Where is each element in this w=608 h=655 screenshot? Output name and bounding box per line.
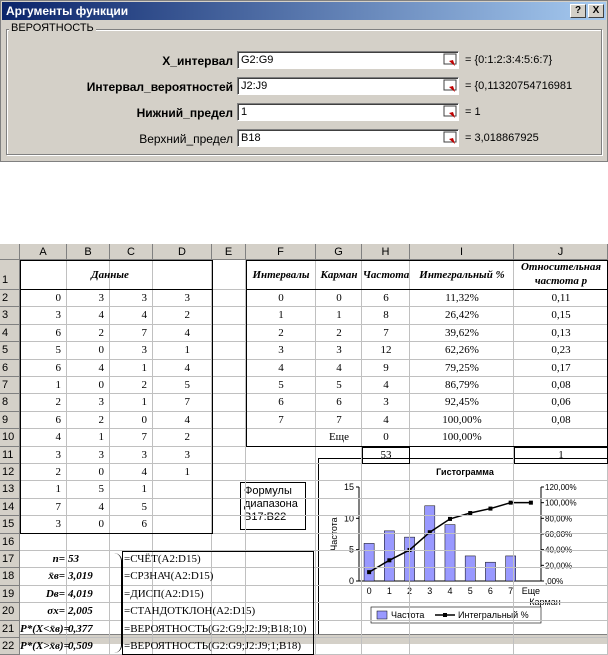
data-value: 7 <box>141 326 147 339</box>
data-value: 2 <box>98 413 104 426</box>
callout-line: Формулы <box>244 485 292 497</box>
cell[interactable] <box>362 499 410 516</box>
cell[interactable] <box>362 516 410 533</box>
cell[interactable] <box>514 638 608 655</box>
stat-value: 3,019 <box>68 570 93 583</box>
cell[interactable] <box>514 464 608 481</box>
header-relative-2: частота p <box>534 275 588 287</box>
header-intervals: Интервалы <box>252 269 310 281</box>
table-value: 92,45% <box>445 396 479 409</box>
cell[interactable] <box>316 447 362 464</box>
stat-value: 53 <box>68 553 79 565</box>
arg-result-upper-limit: = 3,018867925 <box>465 132 539 144</box>
table-value: 11,32% <box>445 292 479 304</box>
cell[interactable] <box>316 481 362 498</box>
stat-formula: =СЧЁТ(A2:D15) <box>124 553 201 565</box>
data-value: 4 <box>184 361 190 374</box>
row-header-7[interactable]: 7 <box>0 377 20 394</box>
data-value: 6 <box>141 518 147 531</box>
table-value: 0 <box>383 431 389 444</box>
table-value: 0 <box>278 292 284 304</box>
cell[interactable] <box>410 499 514 516</box>
y2-tick-label: 100,00% <box>545 498 577 508</box>
legend-label-frequency: Частота <box>391 610 425 620</box>
table-value: 26,42% <box>445 309 479 322</box>
cell[interactable] <box>410 551 514 568</box>
data-value: 4 <box>98 361 104 374</box>
data-value: 3 <box>98 396 104 409</box>
cell[interactable] <box>316 568 362 585</box>
cell[interactable] <box>212 260 246 290</box>
table-value: 2 <box>336 326 342 339</box>
row-header-11[interactable]: 11 <box>0 447 20 464</box>
x-tick-label: 4 <box>447 586 453 596</box>
cell[interactable] <box>514 603 608 620</box>
y2-tick-label: 40,00% <box>545 545 573 555</box>
data-value: 3 <box>55 309 61 322</box>
cell[interactable] <box>212 499 246 516</box>
cell[interactable] <box>316 499 362 516</box>
cell[interactable] <box>410 621 514 638</box>
header-bin: Карман <box>320 269 358 281</box>
cell[interactable] <box>410 464 514 481</box>
dialog-titlebar <box>2 2 606 20</box>
cell[interactable] <box>212 516 246 533</box>
table-value: 0,11 <box>551 292 571 304</box>
cell[interactable] <box>212 377 246 394</box>
function-name: ВЕРОЯТНОСТЬ <box>11 22 94 34</box>
table-value: 7 <box>278 413 284 426</box>
data-value: 2 <box>55 466 61 478</box>
table-value: 100,00% <box>442 413 482 426</box>
row-header-20[interactable]: 20 <box>0 603 20 620</box>
column-header-f[interactable]: F <box>246 244 316 260</box>
header-relative-1: Относительная <box>520 261 602 273</box>
table-value: 6 <box>383 292 389 304</box>
formula-brace <box>112 553 122 653</box>
stat-label: x̄в= <box>48 570 65 583</box>
total-relative: 1 <box>558 448 564 461</box>
data-value: 3 <box>184 448 190 461</box>
column-header-h[interactable]: H <box>362 244 410 260</box>
row-header-4[interactable]: 4 <box>0 325 20 342</box>
row-header-17[interactable]: 17 <box>0 551 20 568</box>
chart-title: Гистограмма <box>436 467 494 477</box>
cell[interactable] <box>246 499 316 516</box>
data-value: 0 <box>141 413 147 426</box>
data-value: 3 <box>184 292 190 304</box>
table-value: 7 <box>336 413 342 426</box>
cell[interactable] <box>362 621 410 638</box>
table-value: 6 <box>336 396 342 409</box>
cell[interactable] <box>362 481 410 498</box>
select-all-corner[interactable] <box>0 244 20 260</box>
table-value: 3 <box>383 396 389 409</box>
column-header-c[interactable]: C <box>110 244 153 260</box>
x-tick-label: 2 <box>407 586 413 596</box>
close-button[interactable]: X <box>588 4 604 18</box>
cell[interactable] <box>410 603 514 620</box>
stat-value: 0,377 <box>68 622 93 635</box>
cell[interactable] <box>316 621 362 638</box>
data-value: 4 <box>98 500 104 513</box>
data-value: 0 <box>98 518 104 531</box>
row-header-6[interactable]: 6 <box>0 360 20 377</box>
row-header-15[interactable]: 15 <box>0 516 20 533</box>
data-value: 7 <box>184 396 190 409</box>
table-value: 86,79% <box>445 379 479 391</box>
data-value: 6 <box>55 413 61 426</box>
cell[interactable] <box>212 429 246 446</box>
x-tick-label: 1 <box>386 586 392 596</box>
data-value: 6 <box>55 361 61 374</box>
row-header-19[interactable]: 19 <box>0 586 20 603</box>
data-header: Данные <box>91 269 129 281</box>
data-value: 3 <box>55 518 61 531</box>
stat-formula: =СРЗНАЧ(A2:D15) <box>124 570 214 583</box>
x-tick-label: Еще <box>521 586 541 596</box>
cell[interactable] <box>316 638 362 655</box>
data-value: 4 <box>141 466 147 478</box>
data-value: 3 <box>55 448 61 461</box>
table-value: 0,08 <box>551 413 571 426</box>
cell[interactable] <box>67 534 110 551</box>
row-header-8[interactable]: 8 <box>0 394 20 411</box>
data-value: 3 <box>141 292 147 304</box>
table-value: 7 <box>383 326 389 339</box>
x-tick-label: 0 <box>366 586 372 596</box>
table-value: 100,00% <box>442 431 482 444</box>
cell[interactable] <box>362 534 410 551</box>
cell[interactable] <box>20 534 67 551</box>
table-value: 0,06 <box>551 396 571 409</box>
row-header-2[interactable]: 2 <box>0 290 20 307</box>
cell[interactable] <box>316 534 362 551</box>
stat-formula: =ВЕРОЯТНОСТЬ(G2:G9;J2:J9;B18;10) <box>124 622 307 635</box>
table-value: 5 <box>278 379 284 391</box>
cell[interactable] <box>212 325 246 342</box>
data-value: 1 <box>184 466 190 478</box>
arg-input-probability-range[interactable] <box>237 77 459 95</box>
arg-input-x-interval[interactable] <box>237 51 459 69</box>
data-value: 4 <box>184 413 190 426</box>
cell[interactable] <box>212 290 246 307</box>
table-value: 4 <box>383 379 389 391</box>
arg-label-x-interval: X_интервал <box>162 54 233 68</box>
help-button[interactable]: ? <box>570 4 586 18</box>
y-tick-label: 0 <box>348 576 354 586</box>
cell[interactable] <box>246 447 316 464</box>
data-value: 1 <box>55 483 61 496</box>
row-header-16[interactable]: 16 <box>0 534 20 551</box>
cell[interactable] <box>410 481 514 498</box>
y-tick-label: 15 <box>343 482 354 492</box>
cell[interactable] <box>410 516 514 533</box>
cell[interactable] <box>212 360 246 377</box>
table-value: 6 <box>278 396 284 409</box>
data-header-border <box>20 260 213 290</box>
data-value: 2 <box>98 326 104 339</box>
data-value: 1 <box>141 396 147 409</box>
table-value: 3 <box>278 344 284 357</box>
row-header-14[interactable]: 14 <box>0 499 20 516</box>
data-value: 3 <box>98 448 104 461</box>
legend-label-cumulative: Интегральный % <box>458 610 529 620</box>
stat-formula: =СТАНДОТКЛОН(A2:D15) <box>124 605 256 618</box>
arg-result-x-interval: = {0:1:2:3:4:5:6:7} <box>465 54 553 66</box>
cell[interactable] <box>316 551 362 568</box>
y2-tick-label: 20,00% <box>545 561 573 571</box>
table-value: 39,62% <box>445 326 479 339</box>
column-header-b[interactable]: B <box>67 244 110 260</box>
stat-formula: =ДИСП(A2:D15) <box>124 587 204 600</box>
row-header-18[interactable]: 18 <box>0 568 20 585</box>
cell[interactable] <box>410 638 514 655</box>
cell[interactable] <box>410 447 514 464</box>
column-header-a[interactable]: A <box>20 244 67 260</box>
cell[interactable] <box>212 447 246 464</box>
data-value: 4 <box>141 309 147 322</box>
table-value: 62,26% <box>445 344 479 357</box>
cell[interactable] <box>246 464 316 481</box>
data-value: 1 <box>141 483 147 496</box>
cell[interactable] <box>362 603 410 620</box>
cell[interactable] <box>410 534 514 551</box>
function-arguments-dialog <box>0 0 608 162</box>
collapse-dialog-icon[interactable] <box>443 104 459 120</box>
table-value: 9 <box>383 361 389 374</box>
arg-label-probability-range: Интервал_вероятностей <box>86 80 233 94</box>
stat-label: σx= <box>47 605 65 618</box>
table-value: 1 <box>336 309 342 322</box>
table-value: 0,08 <box>551 379 571 391</box>
data-value: 1 <box>184 344 190 357</box>
table-value: 4 <box>336 361 342 374</box>
x-axis-label: Карман <box>529 597 561 607</box>
cell[interactable] <box>316 464 362 481</box>
y2-tick-label: ,00% <box>545 577 564 586</box>
table-value: Еще <box>328 431 350 444</box>
table-value: 5 <box>336 379 342 391</box>
data-value: 5 <box>55 344 61 357</box>
table-value: 4 <box>278 361 284 374</box>
arg-result-lower-limit: = 1 <box>465 106 481 118</box>
y2-tick-label: 60,00% <box>545 530 573 539</box>
cell[interactable] <box>212 412 246 429</box>
row-header-13[interactable]: 13 <box>0 481 20 498</box>
data-value: 5 <box>141 500 147 513</box>
table-value: 1 <box>278 309 284 322</box>
data-value: 1 <box>55 379 61 391</box>
y-tick-label: 5 <box>348 544 354 555</box>
cell[interactable] <box>153 534 212 551</box>
total-frequency: 53 <box>380 448 392 461</box>
y2-tick-label: 120,00% <box>545 483 577 492</box>
arg-label-lower-limit: Нижний_предел <box>136 106 233 120</box>
column-header-e[interactable]: E <box>212 244 246 260</box>
cell[interactable] <box>362 551 410 568</box>
table-value: 79,25% <box>445 361 479 374</box>
cell[interactable] <box>514 621 608 638</box>
column-header-i[interactable]: I <box>410 244 514 260</box>
row-header-22[interactable]: 22 <box>0 638 20 655</box>
cell[interactable] <box>212 394 246 411</box>
callout-line: B17:B22 <box>244 511 287 523</box>
data-value: 1 <box>98 431 104 444</box>
data-value: 2 <box>184 309 190 322</box>
data-value: 6 <box>55 326 61 339</box>
row-header-5[interactable]: 5 <box>0 342 20 359</box>
stat-label: n= <box>52 553 65 565</box>
data-value: 0 <box>98 344 104 357</box>
collapse-dialog-icon[interactable] <box>443 78 459 94</box>
header-frequency: Частота <box>362 269 410 281</box>
cell[interactable] <box>514 481 608 498</box>
stat-value: 2,005 <box>68 605 93 618</box>
x-tick-label: 3 <box>427 586 433 596</box>
x-tick-label: 6 <box>487 586 493 596</box>
data-value: 7 <box>55 500 61 513</box>
row-header-3[interactable]: 3 <box>0 307 20 324</box>
table-value: 8 <box>383 309 389 322</box>
row-header-21[interactable]: 21 <box>0 621 20 638</box>
cell[interactable] <box>212 307 246 324</box>
data-value: 5 <box>98 483 104 496</box>
data-value: 0 <box>98 466 104 478</box>
y-tick-label: 10 <box>343 513 354 524</box>
stat-label: P*(X>x̄в)= <box>20 640 70 652</box>
table-value: 0,23 <box>551 344 571 357</box>
cell[interactable] <box>246 481 316 498</box>
data-value: 1 <box>141 361 147 374</box>
formula-block-border <box>122 551 314 655</box>
data-value: 4 <box>55 431 61 444</box>
data-value: 4 <box>184 326 190 339</box>
data-value: 3 <box>98 292 104 304</box>
y2-tick-label: 80,00% <box>545 514 573 524</box>
callout-line: диапазона <box>244 498 298 510</box>
data-value: 2 <box>184 431 190 444</box>
cell[interactable] <box>514 499 608 516</box>
column-header-d[interactable]: D <box>153 244 212 260</box>
cell[interactable] <box>316 516 362 533</box>
table-value: 4 <box>383 413 389 426</box>
cell[interactable] <box>246 516 316 533</box>
column-header-j[interactable]: J <box>514 244 608 260</box>
cell[interactable] <box>410 568 514 585</box>
table-value: 0 <box>336 292 342 304</box>
cell[interactable] <box>362 638 410 655</box>
cell[interactable] <box>246 534 316 551</box>
data-value: 4 <box>98 309 104 322</box>
cell[interactable] <box>514 516 608 533</box>
row-header-12[interactable]: 12 <box>0 464 20 481</box>
table-value: 3 <box>336 344 342 357</box>
column-header-g[interactable]: G <box>316 244 362 260</box>
cell[interactable] <box>110 534 153 551</box>
data-value: 5 <box>184 379 190 391</box>
cell[interactable] <box>362 586 413 603</box>
data-value: 0 <box>55 292 61 304</box>
y-axis-label: Частота <box>329 517 339 551</box>
dialog-title: Аргументы функции <box>6 4 129 18</box>
data-value: 2 <box>55 396 61 409</box>
cell[interactable] <box>514 586 608 603</box>
results-header-border <box>246 260 608 290</box>
cell[interactable] <box>212 534 246 551</box>
cell[interactable] <box>514 568 608 585</box>
stat-label: P*(X<x̄в)= <box>20 622 70 635</box>
cell[interactable] <box>212 481 246 498</box>
arg-label-upper-limit: Верхний_предел <box>139 132 233 146</box>
cell[interactable] <box>410 586 514 603</box>
arg-input-lower-limit[interactable] <box>237 103 459 121</box>
x-tick-label: 7 <box>508 586 514 596</box>
cell[interactable] <box>514 551 608 571</box>
arg-result-probability-range: = {0,11320754716981 <box>465 80 573 92</box>
collapse-dialog-icon[interactable] <box>443 130 459 146</box>
row-header-10[interactable]: 10 <box>0 429 20 446</box>
data-value: 7 <box>141 431 147 444</box>
stat-value: 4,019 <box>68 587 93 600</box>
cell[interactable] <box>212 464 246 481</box>
header-cumulative: Интегральный % <box>419 269 505 281</box>
table-value: 12 <box>380 344 392 357</box>
cell[interactable] <box>212 342 246 359</box>
row-header-1[interactable]: 1 <box>0 260 20 290</box>
row-header-9[interactable]: 9 <box>0 412 20 429</box>
cell[interactable] <box>362 568 410 585</box>
stat-formula: =ВЕРОЯТНОСТЬ(G2:G9;J2:J9;1;B18) <box>124 640 302 652</box>
collapse-dialog-icon[interactable] <box>443 52 459 68</box>
data-value: 3 <box>141 344 147 357</box>
cell[interactable] <box>362 464 410 481</box>
cell[interactable] <box>316 586 362 603</box>
table-value: 2 <box>278 326 284 339</box>
table-value: 0,17 <box>551 361 571 374</box>
table-value: 0,15 <box>551 309 571 322</box>
data-value: 0 <box>98 379 104 391</box>
table-value: 0,13 <box>551 326 571 339</box>
cell[interactable] <box>316 603 362 620</box>
stat-value: 0,509 <box>68 640 93 652</box>
cell[interactable] <box>514 534 608 551</box>
arg-input-upper-limit[interactable] <box>237 129 459 147</box>
data-value: 3 <box>141 448 147 461</box>
x-tick-label: 5 <box>467 586 473 596</box>
stat-label: Dв= <box>45 587 65 600</box>
data-value: 2 <box>141 379 147 391</box>
